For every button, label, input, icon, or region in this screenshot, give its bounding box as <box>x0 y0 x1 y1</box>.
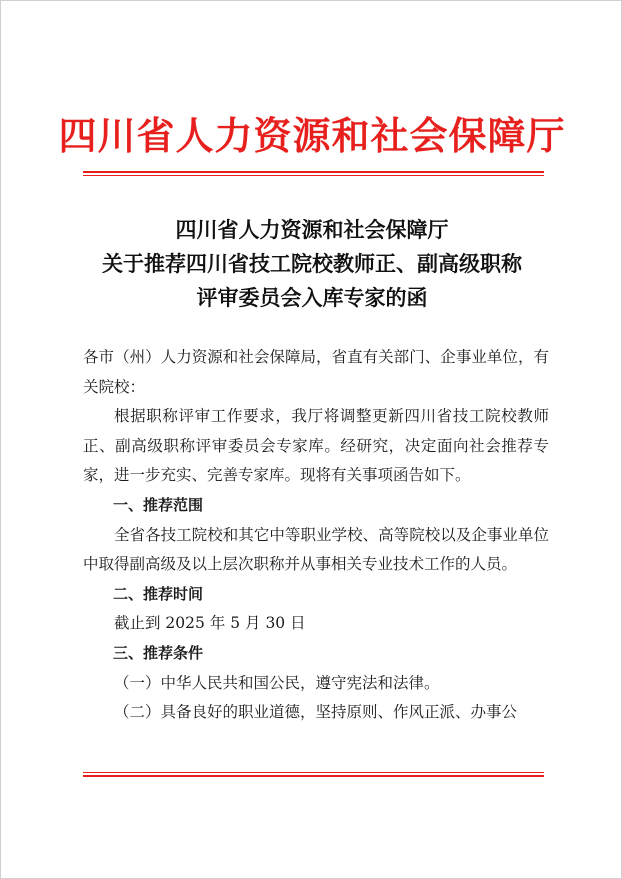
footer-red-rule <box>83 775 544 777</box>
salutation: 各市（州）人力资源和社会保障局，省直有关部门、企事业单位，有关院校： <box>83 348 549 396</box>
section-1-text: 全省各技工院校和其它中等职业学校、高等院校以及企事业单位中取得副高级及以上层次职称并从事相关专业技术工作的人员。 <box>83 525 549 574</box>
section-1-heading: 一、推荐范围 <box>113 495 204 514</box>
intro-paragraph: 根据职称评审工作要求，我厅将调整更新四川省技工院校教师正、副高级职称评审委员会专家库。经研究，决定面向社会推荐专家，进一步充实、完善专家库。现将有关事项函告如下。 <box>83 407 549 485</box>
section-2-text: 截止到 2025 年 5 月 30 日 <box>114 614 306 633</box>
document-title <box>1 213 622 315</box>
title-line-1: 四川省人力资源和社会保障厅 <box>175 218 449 242</box>
section-3-heading: 三、推荐条件 <box>113 643 204 662</box>
title-line-3: 评审委员会入库专家的函 <box>196 286 428 310</box>
masthead-red-rule <box>83 171 544 173</box>
footer-red-rule-thin <box>83 772 544 773</box>
document-body <box>83 343 549 728</box>
title-line-2: 关于推荐四川省技工院校教师正、副高级职称 <box>102 252 522 276</box>
section-2-heading: 二、推荐时间 <box>113 584 204 603</box>
masthead-org-name: 四川省人力资源和社会保障厅 <box>58 114 566 158</box>
masthead-red-rule-thin <box>83 175 544 176</box>
condition-2: （二）具备良好的职业道德，坚持原则、作风正派、办事公 <box>114 703 518 722</box>
condition-1: （一）中华人民共和国公民，遵守宪法和法律。 <box>114 673 440 692</box>
